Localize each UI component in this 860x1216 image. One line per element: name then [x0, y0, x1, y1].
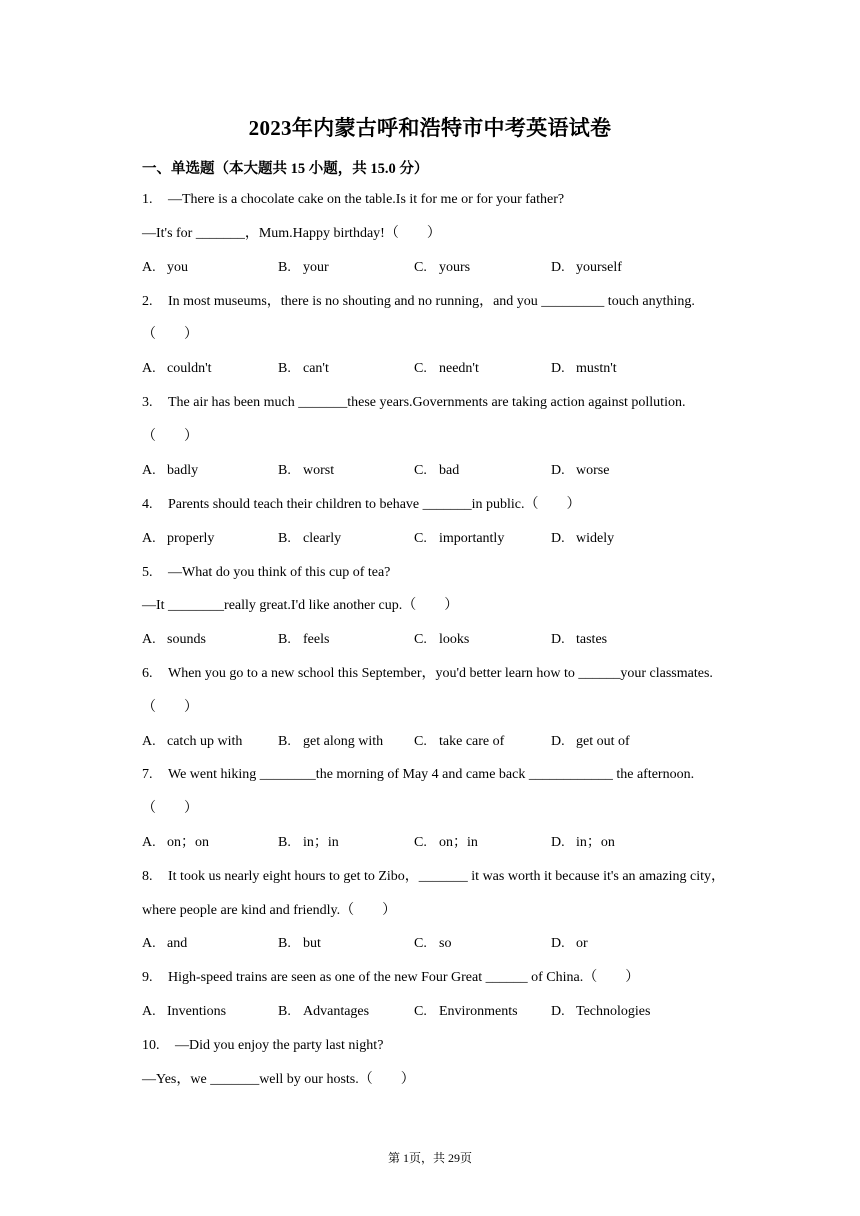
question-number: 1.: [142, 192, 153, 207]
option-c: C. looks: [414, 632, 470, 647]
option-b: B. but: [278, 936, 321, 951]
option-c: C. take care of: [414, 734, 505, 749]
option-d: D. Technologies: [551, 1004, 651, 1019]
option-c: C. on；in: [414, 835, 478, 850]
option-d: D. tastes: [551, 632, 608, 647]
question-number: 5.: [142, 565, 153, 580]
option-a: A. badly: [142, 463, 199, 478]
question-1-stem: 1. —There is a chocolate cake on the table.Is it for me or for your father?: [142, 192, 565, 207]
option-d: D. yourself: [551, 260, 622, 275]
question-number: 3.: [142, 395, 153, 410]
option-d: D. mustn't: [551, 361, 617, 376]
question-number: 6.: [142, 666, 153, 681]
option-b: B. get along with: [278, 734, 384, 749]
question-8-stem: 8. It took us nearly eight hours to get to Zibo，_______ it was worth it because it's an amazing city，: [142, 869, 725, 884]
option-d: D. or: [551, 936, 588, 951]
option-c: C. needn't: [414, 361, 479, 376]
question-10-line-2: —Yes，we _______well by our hosts.（ ）: [142, 1072, 415, 1087]
page-footer: 第 1页，共 29页: [387, 1151, 472, 1165]
question-6-line-2: （ ）: [142, 700, 198, 715]
question-4-stem: 4. Parents should teach their children to behave _______in public.（ ）: [142, 497, 581, 512]
option-a: A. Inventions: [142, 1004, 227, 1019]
option-a: A. on；on: [142, 835, 209, 850]
option-b: B. clearly: [278, 531, 342, 546]
option-c: C. yours: [414, 260, 471, 275]
option-a: A. properly: [142, 531, 215, 546]
question-5-stem: 5. —What do you think of this cup of tea?: [142, 565, 391, 580]
question-1-line-2: —It's for _______，Mum.Happy birthday!（ ）: [142, 226, 441, 241]
option-d: D. in；on: [551, 835, 615, 850]
option-a: A. you: [142, 260, 188, 275]
option-b: B. can't: [278, 361, 329, 376]
option-a: A. sounds: [142, 632, 206, 647]
option-c: C. importantly: [414, 531, 505, 546]
section-heading: 一、单选题（本大题共 15 小题，共 15.0 分）: [142, 161, 429, 177]
question-number: 4.: [142, 497, 153, 512]
option-c: C. Environments: [414, 1004, 518, 1019]
question-10-stem: 10. —Did you enjoy the party last night?: [142, 1038, 384, 1053]
option-b: B. in；in: [278, 835, 339, 850]
question-2-line-2: （ ）: [142, 327, 198, 342]
option-d: D. get out of: [551, 734, 630, 749]
option-c: C. so: [414, 936, 452, 951]
question-number: 7.: [142, 767, 153, 782]
option-a: A. and: [142, 936, 188, 951]
option-a: A. couldn't: [142, 361, 212, 376]
option-b: B. Advantages: [278, 1004, 370, 1019]
option-b: B. worst: [278, 463, 335, 478]
question-6-stem: 6. When you go to a new school this September，you'd better learn how to ______your classmates.: [142, 666, 713, 681]
question-7-line-2: （ ）: [142, 801, 198, 816]
question-3-line-2: （ ）: [142, 429, 198, 444]
question-3-stem: 3. The air has been much _______these years.Governments are taking action against pollution.: [142, 395, 686, 410]
question-number: 2.: [142, 294, 153, 309]
question-number: 9.: [142, 970, 153, 985]
question-number: 8.: [142, 869, 153, 884]
option-a: A. catch up with: [142, 734, 243, 749]
question-number: 10.: [142, 1038, 160, 1053]
question-8-line-2: where people are kind and friendly.（ ）: [142, 903, 397, 918]
option-b: B. your: [278, 260, 329, 275]
option-b: B. feels: [278, 632, 330, 647]
option-d: D. worse: [551, 463, 610, 478]
question-9-stem: 9. High-speed trains are seen as one of the new Four Great ______ of China.（ ）: [142, 970, 640, 985]
page-title: 2023年内蒙古呼和浩特市中考英语试卷: [248, 116, 612, 140]
question-7-stem: 7. We went hiking ________the morning of May 4 and came back ____________ the afternoon.: [142, 767, 695, 782]
option-c: C. bad: [414, 463, 460, 478]
question-5-line-2: —It ________really great.I'd like another cup.（ ）: [142, 598, 459, 613]
question-2-stem: 2. In most museums，there is no shouting and no running，and you _________ touch anything.: [142, 294, 695, 309]
option-d: D. widely: [551, 531, 615, 546]
